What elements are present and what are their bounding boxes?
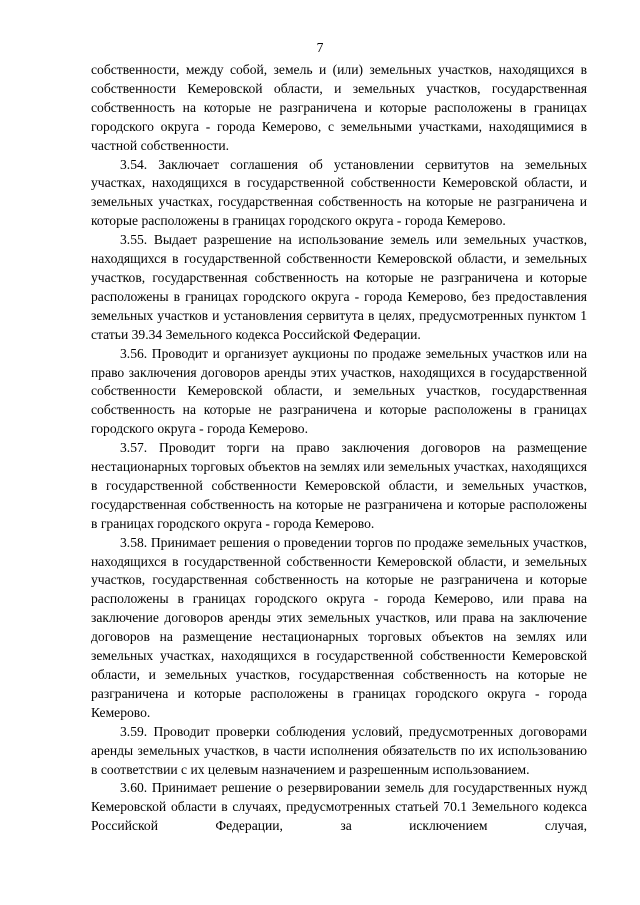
paragraph-3-54: 3.54. Заключает соглашения об установлении сервитутов на земельных участках, находящихся в государственной собственности Кемеровской области, и земельных участках, государственная собственность на которые не разграничена и которые расположены в границах городского округа - города Кемерово. [91,156,587,229]
paragraph-3-57: 3.57. Проводит торги на право заключения договоров на размещение нестационарных торговых объектов на землях или земельных участках, находящихся в государственной собственности Кемеровской области, и земельных участков, государственная собственность на которые не разграничена и которые расположены в границах городского округа - города Кемерово. [91,440,587,531]
paragraph-3-60: 3.60. Принимает решение о резервировании земель для государственных нужд Кемеровской области в случаях, предусмотренных статьей 70.1 Земельного кодекса Российской Федерации, за исключением случая, [91,780,587,834]
document-body [91,61,587,836]
paragraph-3-55: 3.55. Выдает разрешение на использование земель или земельных участков, находящихся в государственной собственности Кемеровской области, и земельных участков, государственная собственность на которые не разграничена и которые расположены в границах городского округа - города Кемерово, без предоставления земельных участков и установления сервитута в целях, предусмотренных пунктом 1 статьи 39.34 Земельного кодекса Российской Федерации. [91,232,587,342]
paragraph-3-56: 3.56. Проводит и организует аукционы по продаже земельных участков или на право заключения договоров аренды этих участков, находящихся в государственной собственности Кемеровской области, и земельных участков, государственная собственность на которые не разграничена и которые расположены в границах городского округа - города Кемерово. [91,345,587,437]
page-number: 7 [316,40,324,55]
paragraph-continuation: собственности, между собой, земель и (или) земельных участков, находящихся в собственности Кемеровской области, и земельных участков, государственная собственность на которые не разграничена и которые расположены в границах городского округа - города Кемерово, с земельными участками, находящимися в частной собственности. [91,62,587,153]
paragraph-3-59: 3.59. Проводит проверки соблюдения условий, предусмотренных договорами аренды земельных участков, в части исполнения обязательств по их использованию в соответствии с их целевым назначением и разрешенным использованием. [91,723,587,777]
paragraph-3-58: 3.58. Принимает решения о проведении торгов по продаже земельных участков, находящихся в государственной собственности Кемеровской области, и земельных участков, государственная собственность на которые не разграничена и которые расположены в границах городского округа - города Кемерово, или права на заключение договоров аренды этих земельных участков, или права на заключение договоров на размещение нестационарных торговых объектов на землях или земельных участках, находящихся в государственной собственности Кемеровской области, и земельных участков, государственная собственность на которые не разграничена и которые расположены в границах городского округа - города Кемерово. [91,534,587,720]
